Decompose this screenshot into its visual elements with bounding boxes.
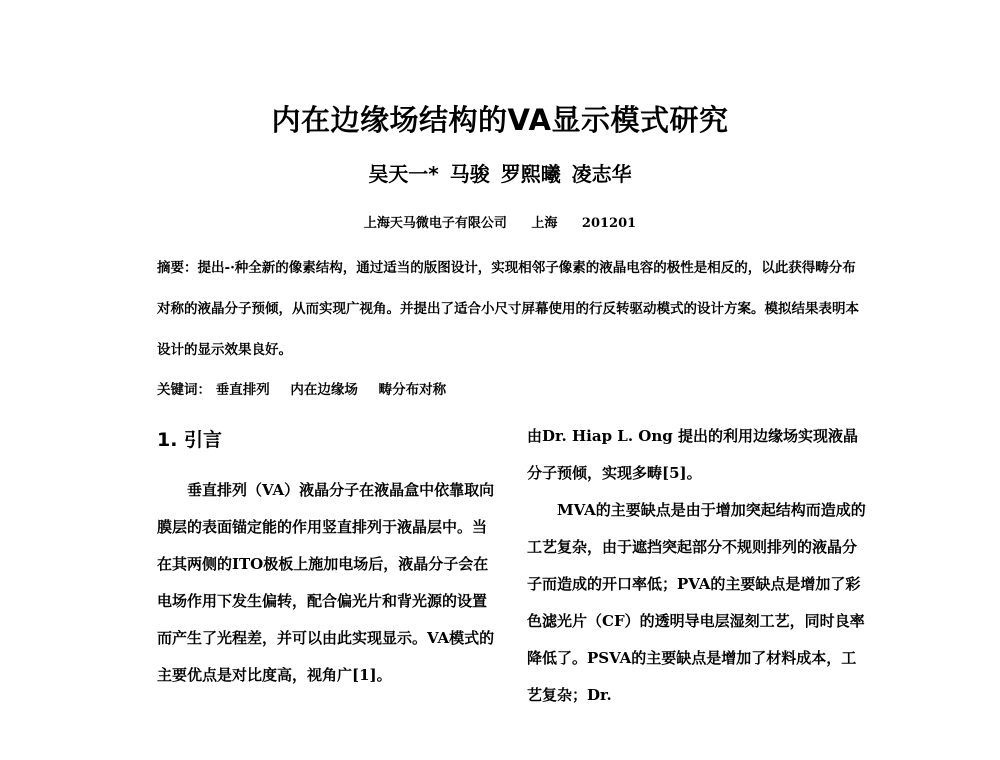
keywords-label: 关键词：	[157, 382, 211, 398]
keyword-item: 内在边缘场	[290, 382, 358, 398]
left-column	[157, 472, 495, 694]
abstract	[157, 248, 869, 371]
body-paragraph: 垂直排列（VA）液晶分子在液晶盒中依靠取向膜层的表面锚定能的作用竖直排列于液晶层中。当在其两侧的ITO极板上施加电场后，液晶分子会在电场作用下发生偏转，配合偏光片和背光源的设置而产生了光程差，并可以由此实现显示。VA模式的主要优点是对比度高，视角广[1]。	[157, 481, 495, 684]
body-paragraph: MVA的主要缺点是由于增加突起结构而造成的工艺复杂，由于遮挡突起部分不规则排列的液晶分子而造成的开口率低；PVA的主要缺点是增加了彩色滤光片（CF）的透明导电层湿刻工艺，同时良率降低了。PSVA的主要缺点是增加了材料成本，工艺复杂；Dr.	[527, 501, 866, 704]
author-list: 吴天一* 马骏 罗熙曦 凌志华	[368, 162, 632, 186]
affiliation-name: 上海天马微电子有限公司	[363, 216, 507, 231]
affiliation	[0, 212, 1000, 231]
right-column	[527, 418, 867, 714]
abstract-text: 提出-·种全新的像素结构，通过适当的版图设计，实现相邻子像素的液晶电容的极性是相反的，以此获得畴分布对称的液晶分子预倾，从而实现广视角。并提出了适合小尺寸屏幕使用的行反转驱动模式的设计方案。模拟结果表明本设计的显示效果良好。	[157, 260, 859, 358]
keywords	[157, 378, 869, 398]
paper-title: 内在边缘场结构的VA显示模式研究	[271, 103, 729, 137]
section-heading-introduction: 1. 引言	[157, 429, 223, 451]
keyword-item: 畴分布对称	[378, 382, 447, 398]
affiliation-city: 上海	[531, 216, 558, 231]
abstract-label: 摘要：	[157, 260, 198, 276]
body-paragraph: 由Dr. Hiap L. Ong 提出的利用边缘场实现液晶分子预倾，实现多畴[5]。	[527, 427, 858, 482]
keyword-item: 垂直排列	[215, 382, 270, 398]
affiliation-postcode: 201201	[581, 216, 637, 231]
